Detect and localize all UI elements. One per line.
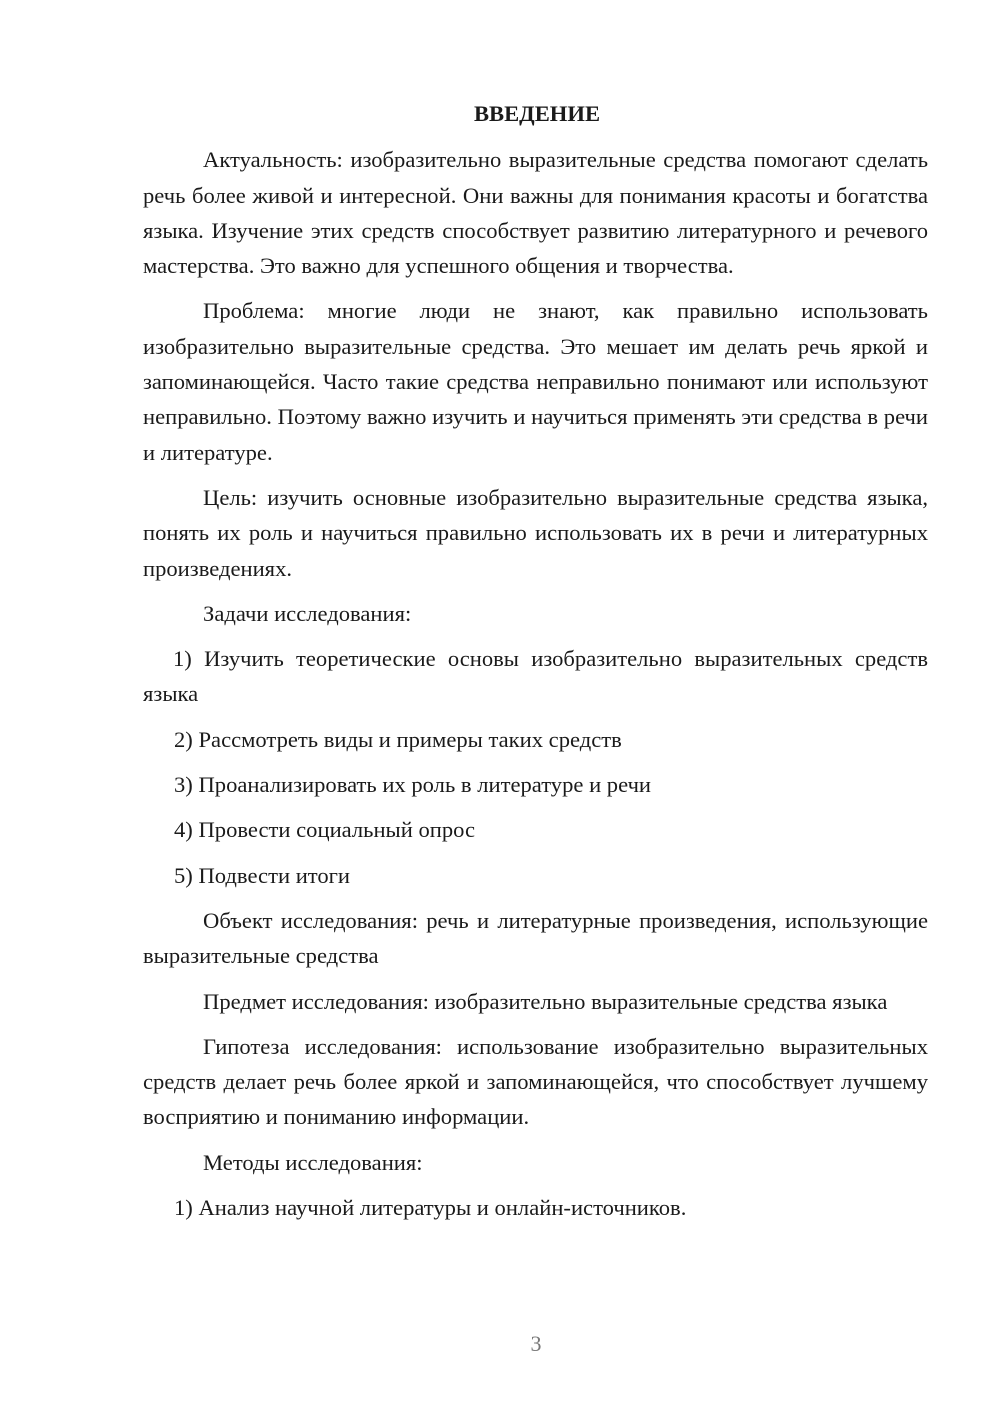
relevance-paragraph: Актуальность: изобразительно выразительные средства помогают сделать речь более живой и интересной. Они важны для понимания красоты и богатства языка. Изучение этих средств способствует развитию литературного и речевого мастерства. Это важно для успешного общения и творчества. — [143, 147, 928, 279]
hypothesis-paragraph: Гипотеза исследования: использование изобразительно выразительных средств делает речь более яркой и запоминающейся, что способствует лучшему восприятию и пониманию информации. — [143, 1033, 928, 1130]
tasks-heading: Задачи исследования: — [203, 600, 412, 626]
subject-paragraph: Предмет исследования: изобразительно выразительные средства языка — [203, 988, 888, 1014]
task-item-4: 4) Провести социальный опрос — [174, 817, 476, 843]
problem-paragraph: Проблема: многие люди не знают, как правильно использовать изобразительно выразительные средства. Это мешает им делать речь яркой и запоминающейся. Часто такие средства неправильно понимают или используют неправильно. Поэтому важно изучить и научиться применять эти средства в речи и литературе. — [143, 298, 928, 465]
goal-paragraph: Цель: изучить основные изобразительно выразительные средства языка, понять их роль и научиться правильно использовать их в речи и литературных произведениях. — [143, 484, 928, 581]
methods-heading: Методы исследования: — [203, 1149, 423, 1175]
method-item-1: 1) Анализ научной литературы и онлайн-источников. — [174, 1195, 687, 1221]
object-paragraph: Объект исследования: речь и литературные произведения, использующие выразительные средства — [143, 907, 928, 969]
task-item-1: 1) Изучить теоретические основы изобразительно выразительных средств языка — [143, 646, 928, 707]
section-heading: ВВЕДЕНИЕ — [473, 101, 601, 126]
task-item-3: 3) Проанализировать их роль в литературе и речи — [174, 772, 652, 798]
task-item-2: 2) Рассмотреть виды и примеры таких средств — [174, 726, 622, 752]
document-page — [143, 96, 928, 1235]
task-item-5: 5) Подвести итоги — [174, 862, 351, 888]
page-number: 3 — [530, 1331, 542, 1356]
